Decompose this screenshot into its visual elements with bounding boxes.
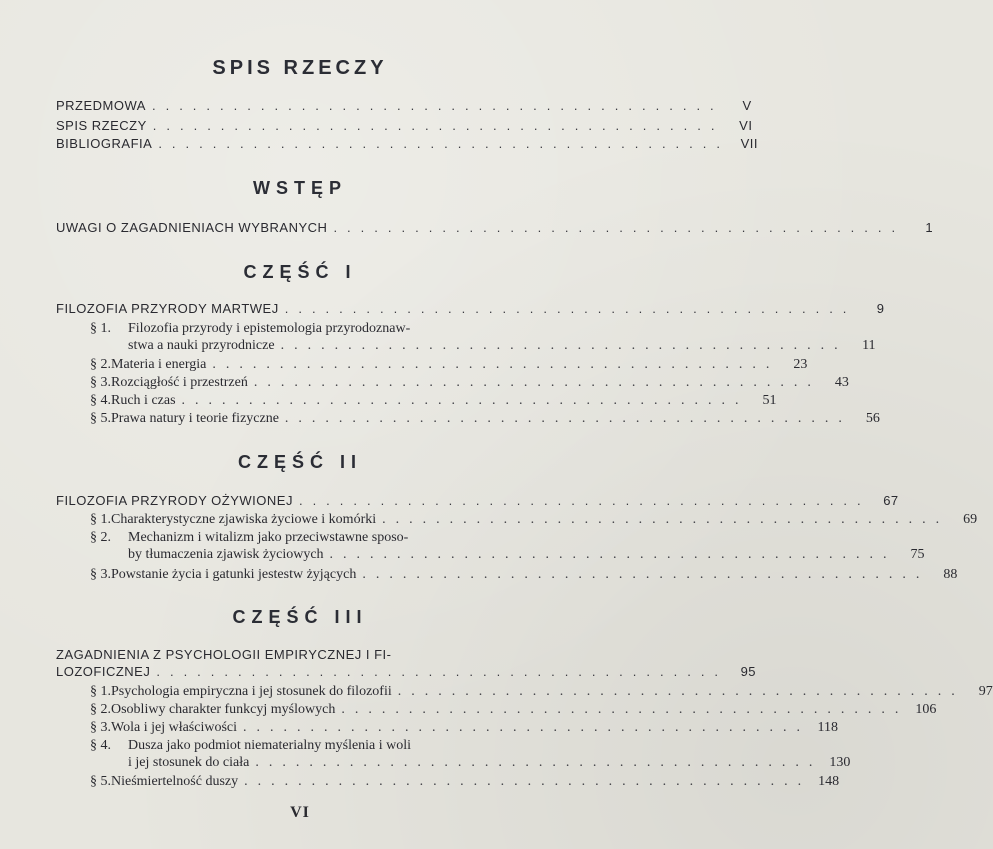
chapter-zagadnienia-psychologii: ZAGADNIENIA Z PSYCHOLOGII EMPIRYCZNEJ I FI- LOZOFICZNEJ .......................................... 95 <box>56 647 757 679</box>
section-item: § 3. Rozciągłość i przestrzeń .......................................... 43 <box>90 375 849 390</box>
section-item: § 1. Psychologia empiryczna i jej stosunek do filozofii .......................................... 97 <box>90 684 993 699</box>
part-heading-1: CZĘŚĆ I <box>243 262 357 282</box>
section-item: § 5. Nieśmiertelność duszy .......................................... 148 <box>90 774 840 789</box>
section-item: § 1. Filozofia przyrody i epistemologia przyrodoznaw- stwa a nauki przyrodnicze .......................................... 11 <box>90 321 876 353</box>
section-item: § 2. Osobliwy charakter funkcyj myślowych .......................................... 106 <box>90 702 937 717</box>
part-heading-2: CZĘŚĆ II <box>237 452 362 472</box>
section-heading-wstep: WSTĘP <box>252 178 347 198</box>
section-item: § 3. Powstanie życia i gatunki jestestw żyjących .......................................... 88 <box>90 567 958 582</box>
section-item: § 5. Prawa natury i teorie fizyczne .......................................... 56 <box>90 411 880 426</box>
section-item: § 2. Mechanizm i witalizm jako przeciwstawne sposo- by tłumaczenia zjawisk życiowych .......................................... 75 <box>90 530 925 562</box>
page-title: SPIS RZECZY <box>212 57 388 79</box>
chapter-filozofia-ozywionej: FILOZOFIA PRZYRODY OŻYWIONEJ .......................................... 67 <box>56 493 899 508</box>
section-item: § 2. Materia i energia .......................................... 23 <box>90 357 808 372</box>
toc-entry-uwagi: UWAGI O ZAGADNIENIACH WYBRANYCH .......................................... 1 <box>56 220 934 235</box>
toc-entry-przedmowa: PRZEDMOWA .......................................... V <box>56 98 752 113</box>
section-item: § 3. Wola i jej właściwości .......................................... 118 <box>90 720 839 735</box>
section-item: § 4. Dusza jako podmiot niematerialny myślenia i woli i jej stosunek do ciała .......................................... 130 <box>90 738 851 770</box>
toc-entry-spis-rzeczy: SPIS RZECZY .......................................... VI <box>56 118 753 133</box>
section-item: § 4. Ruch i czas .......................................... 51 <box>90 393 777 408</box>
part-heading-3: CZĘŚĆ III <box>232 607 368 627</box>
page-number: VI <box>290 804 310 821</box>
section-item: § 1. Charakterystyczne zjawiska życiowe i komórki .......................................... 69 <box>90 512 978 527</box>
toc-entry-bibliografia: BIBLIOGRAFIA .......................................... VII <box>56 136 759 151</box>
chapter-filozofia-martwej: FILOZOFIA PRZYRODY MARTWEJ .......................................... 9 <box>56 301 885 316</box>
